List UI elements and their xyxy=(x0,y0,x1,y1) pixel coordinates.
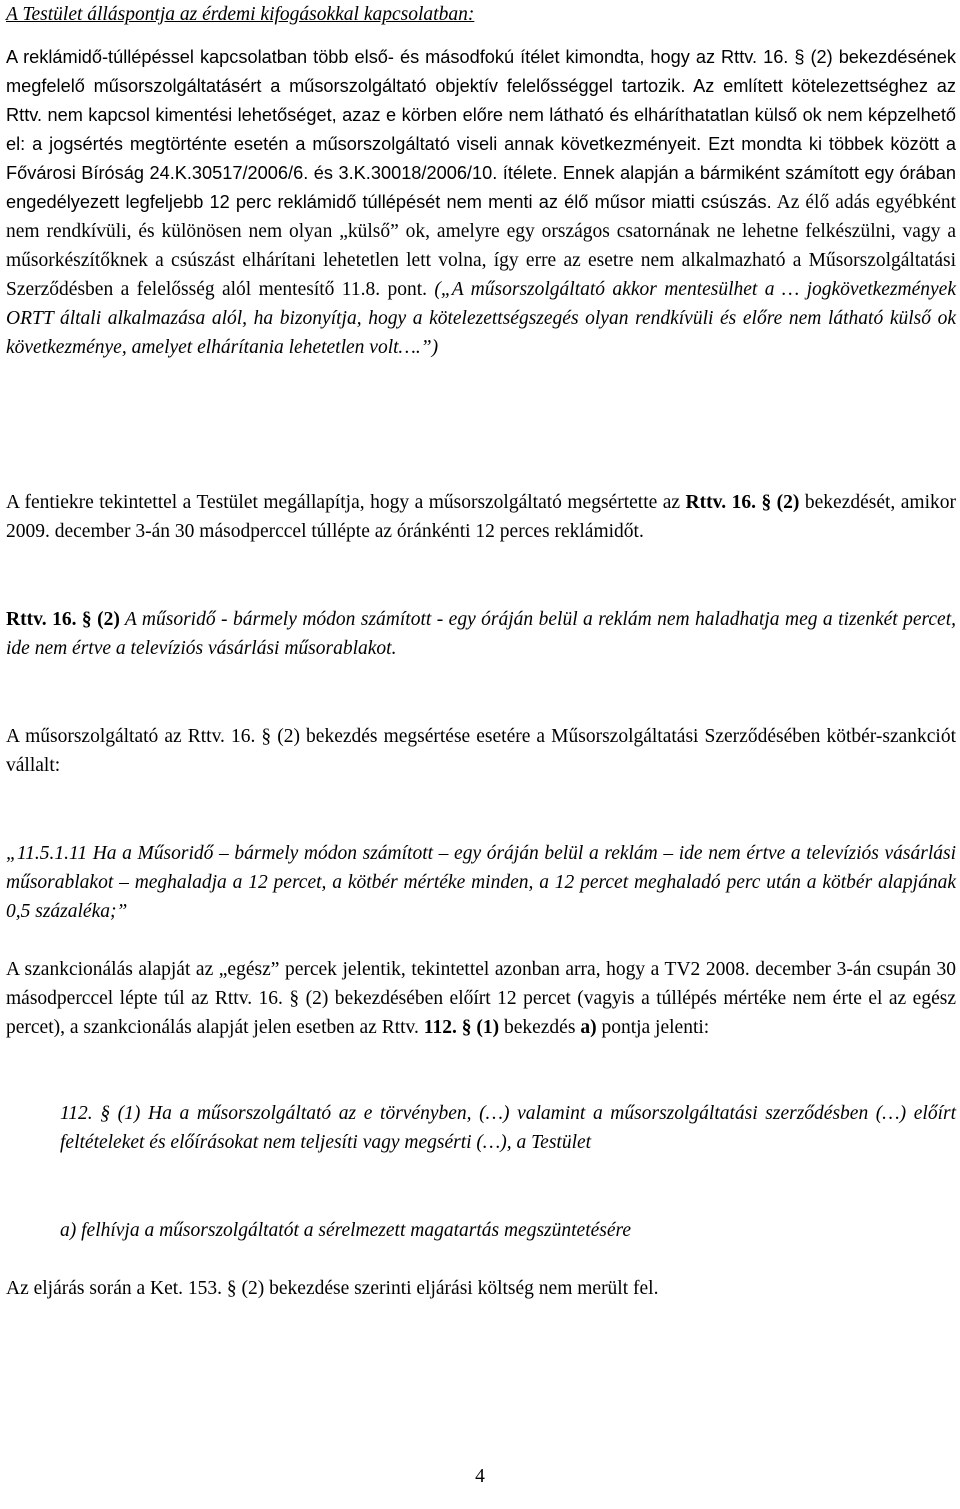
paragraph-sanction-basis xyxy=(6,955,956,1042)
paragraph-text-sans: A reklámidő-túllépéssel kapcsolatban több első- és másodfokú ítélet kimondta, hogy az Rttv. 16. § (2) bekezdésének megfelelő műsorszolgáltatásért a műsorszolgáltató objektív felelősséggel tartozik. Az említett kötelezettséghez az Rttv. nem kapcsol kimentési lehetőséget, azaz e körben előre nem látható és elháríthatatlan külső ok nem képzelhető el: a jogsértés megtörténte esetén a műsorszolgáltató viseli annak következményeit. Ezt mondta ki többek között a Fővárosi Bíróság 24.K.30517/2006/6. és 3.K.30018/2006/10. ítélete. Ennek alapján a bármiként számított egy órában engedélyezett legfeljebb 12 perc reklámidő túllépését nem menti az élő műsor miatti csúszás. xyxy=(6,47,956,212)
contract-quote: („A műsorszolgáltató akkor mentesülhet a … jogkövetkezmények ORTT általi alkalmazása alól, ha bizonyítja, hogy a kötelezettségszegés olyan rendkívüli és előre nem látható külső ok következménye, amelyet elhárítania lehetetlen volt….”) xyxy=(6,279,956,358)
law-quote: A műsoridő - bármely módon számított - egy óráján belül a reklám nem haladhatja meg a tizenkét percet, ide nem értve a televíziós vásárlási műsorablakot. xyxy=(6,609,956,659)
sanction-text-3: pontja jelenti: xyxy=(596,1017,710,1038)
paragraph-contract-intro: A műsorszolgáltató az Rttv. 16. § (2) bekezdés megsértése esetére a Műsorszolgáltatási Szerződésében kötbér-szankciót vállalt: xyxy=(6,726,956,776)
paragraph-finding xyxy=(6,488,956,546)
sanction-text-2: bekezdés xyxy=(499,1017,581,1038)
finding-text-1: A fentiekre tekintettel a Testület megállapítja, hogy a műsorszolgáltató megsértette az xyxy=(6,492,686,513)
paragraph-costs: Az eljárás során a Ket. 153. § (2) bekezdése szerinti eljárási költség nem merült fel. xyxy=(6,1278,659,1299)
page-number: 4 xyxy=(475,1466,485,1487)
section-heading: A Testület álláspontja az érdemi kifogásokkal kapcsolatban: xyxy=(6,4,475,25)
finding-text-2: bekezdését, amikor 2009. december 3-án 30 másodperccel túllépte az óránkénti 12 perces reklámidőt. xyxy=(6,492,957,542)
paragraph-contract-clause: „11.5.1.11 Ha a Műsoridő – bármely módon számított – egy óráján belül a reklám – ide nem értve a televíziós vásárlási műsorablakot – meghaladja a 12 percet, a kötbér mértéke minden, a 12 percet meghaladó perc után a kötbér alapjának 0,5 százaléka;” xyxy=(6,843,956,922)
paragraph-law-112-point-a: a) felhívja a műsorszolgáltatót a sérelmezett magatartás megszüntetésére xyxy=(60,1220,632,1241)
paragraph-text-serif: Az élő adás egyébként nem rendkívüli, és különösen nem olyan „külső” ok, amelyre egy országos csatornának ne lehetne felkészülni, vagy a műsorkészítőknek a csúszást elhárítani lehetetlen lett volna, így erre az esetre nem alkalmazható a Műsorszolgáltatási Szerződésben a felelősség alól mentesítő 11.8. pont. xyxy=(6,192,957,300)
finding-law-ref: Rttv. 16. § (2) xyxy=(685,492,800,513)
sanction-law-ref: 112. § (1) xyxy=(423,1017,500,1038)
sanction-point-ref: a) xyxy=(580,1017,597,1038)
paragraph-law-112: 112. § (1) Ha a műsorszolgáltató az e törvényben, (…) valamint a műsorszolgáltatási szerződésben (…) előírt feltételeket és előírásokat nem teljesíti vagy megsérti (…), a Testület xyxy=(60,1103,956,1153)
paragraph-objective-liability xyxy=(6,43,956,362)
law-ref: Rttv. 16. § (2) xyxy=(6,609,120,630)
paragraph-law-text xyxy=(6,605,956,663)
sanction-text-1: A szankcionálás alapját az „egész” percek jelentik, tekintettel azonban arra, hogy a TV2 2008. december 3-án csupán 30 másodperccel lépte túl az Rttv. 16. § (2) bekezdésében előírt 12 percet (vagyis a túllépés mértéke nem érte el az egész percet), a szankcionálás alapját jelen esetben az Rttv. xyxy=(6,959,956,1038)
